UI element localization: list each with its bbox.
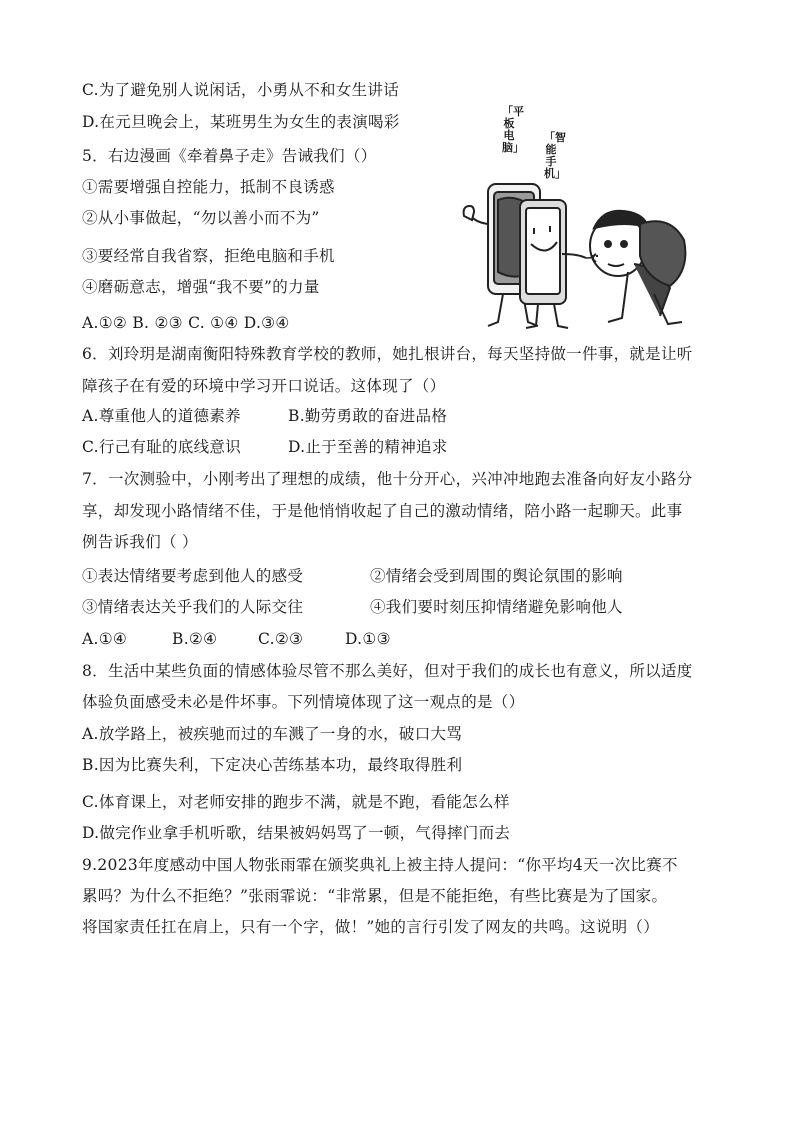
q6-stem-line-2: 障孩子在有爱的环境中学习开口说话。这体现了（） [82, 377, 446, 395]
label-tablet: 「平板电脑」 [502, 105, 524, 154]
q8-stem-line-2: 体验负面感受未必是件坏事。下列情境体现了这一观点的是（） [82, 693, 525, 711]
q5-stem: 5．右边漫画《牵着鼻子走》告诫我们（） [82, 147, 377, 165]
q5-statement-4: ④磨砺意志，增强“我不要”的力量 [82, 278, 320, 296]
q7-statement-2: ②情绪会受到周围的舆论氛围的影响 [370, 567, 623, 585]
q6-option-d: D.止于至善的精神追求 [288, 438, 448, 456]
q8-option-d: D.做完作业拿手机听歌，结果被妈妈骂了一顿，气得摔门而去 [82, 824, 511, 842]
q6-option-a: A.尊重他人的道德素养 [82, 407, 241, 425]
q8-option-a: A.放学路上，被疾驰而过的车溅了一身的水，破口大骂 [82, 725, 463, 743]
q4-option-d: D.在元旦晚会上，某班男生为女生的表演喝彩 [82, 113, 400, 131]
q7-statement-4: ④我们要时刻压抑情绪避免影响他人 [370, 598, 623, 616]
q9-stem-line-1: 9.2023年度感动中国人物张雨霏在颁奖典礼上被主持人提问：“你平均4天一次比赛不 [82, 856, 678, 874]
q7-statement-3: ③情绪表达关乎我们的人际交往 [82, 598, 304, 616]
q4-option-c: C.为了避免别人说闲话，小勇从不和女生讲话 [82, 81, 400, 99]
label-smartphone: 「智能手机」 [544, 131, 566, 180]
q5-options: A.①② B. ②③ C. ①④ D.③④ [82, 314, 290, 332]
cartoon-led-by-nose-icon [458, 104, 703, 334]
q8-stem-line-1: 8．生活中某些负面的情感体验尽管不那么美好，但对于我们的成长也有意义，所以适度 [82, 662, 693, 680]
q5-statement-1: ①需要增强自控能力，抵制不良诱惑 [82, 178, 335, 196]
q8-option-b: B.因为比赛失利，下定决心苦练基本功，最终取得胜利 [82, 756, 463, 774]
q6-option-b: B.勤劳勇敢的奋进品格 [288, 407, 448, 425]
q7-option-a: A.①④ [82, 630, 128, 648]
q7-stem-line-3: 例告诉我们（ ） [82, 533, 198, 551]
q7-statement-1: ①表达情绪要考虑到他人的感受 [82, 567, 304, 585]
q5-statement-2: ②从小事做起，“勿以善小而不为” [82, 209, 320, 227]
q7-option-c: C.②③ [258, 630, 304, 648]
q5-statement-3: ③要经常自我省察，拒绝电脑和手机 [82, 247, 335, 265]
q7-stem-line-2: 享，却发现小路情绪不佳，于是他悄悄收起了自己的激动情绪，陪小路一起聊天。此事 [82, 502, 683, 520]
cartoon-illustration [458, 104, 703, 334]
q6-stem-line-1: 6．刘玲玥是湖南衡阳特殊教育学校的教师，她扎根讲台，每天坚持做一件事，就是让听 [82, 345, 693, 363]
q8-option-c: C.体育课上，对老师安排的跑步不满，就是不跑，看能怎么样 [82, 793, 510, 811]
q7-option-d: D.①③ [345, 630, 391, 648]
q9-stem-line-2: 累吗？为什么不拒绝？”张雨霏说：“非常累，但是不能拒绝，有些比赛是为了国家。 [82, 887, 668, 905]
q9-stem-line-3: 将国家责任扛在肩上，只有一个字，做！”她的言行引发了网友的共鸣。这说明（） [82, 918, 660, 936]
q7-stem-line-1: 7．一次测验中，小刚考出了理想的成绩，他十分开心，兴冲冲地跑去准备向好友小路分 [82, 470, 693, 488]
q7-option-b: B.②④ [172, 630, 218, 648]
q6-option-c: C.行己有耻的底线意识 [82, 438, 242, 456]
